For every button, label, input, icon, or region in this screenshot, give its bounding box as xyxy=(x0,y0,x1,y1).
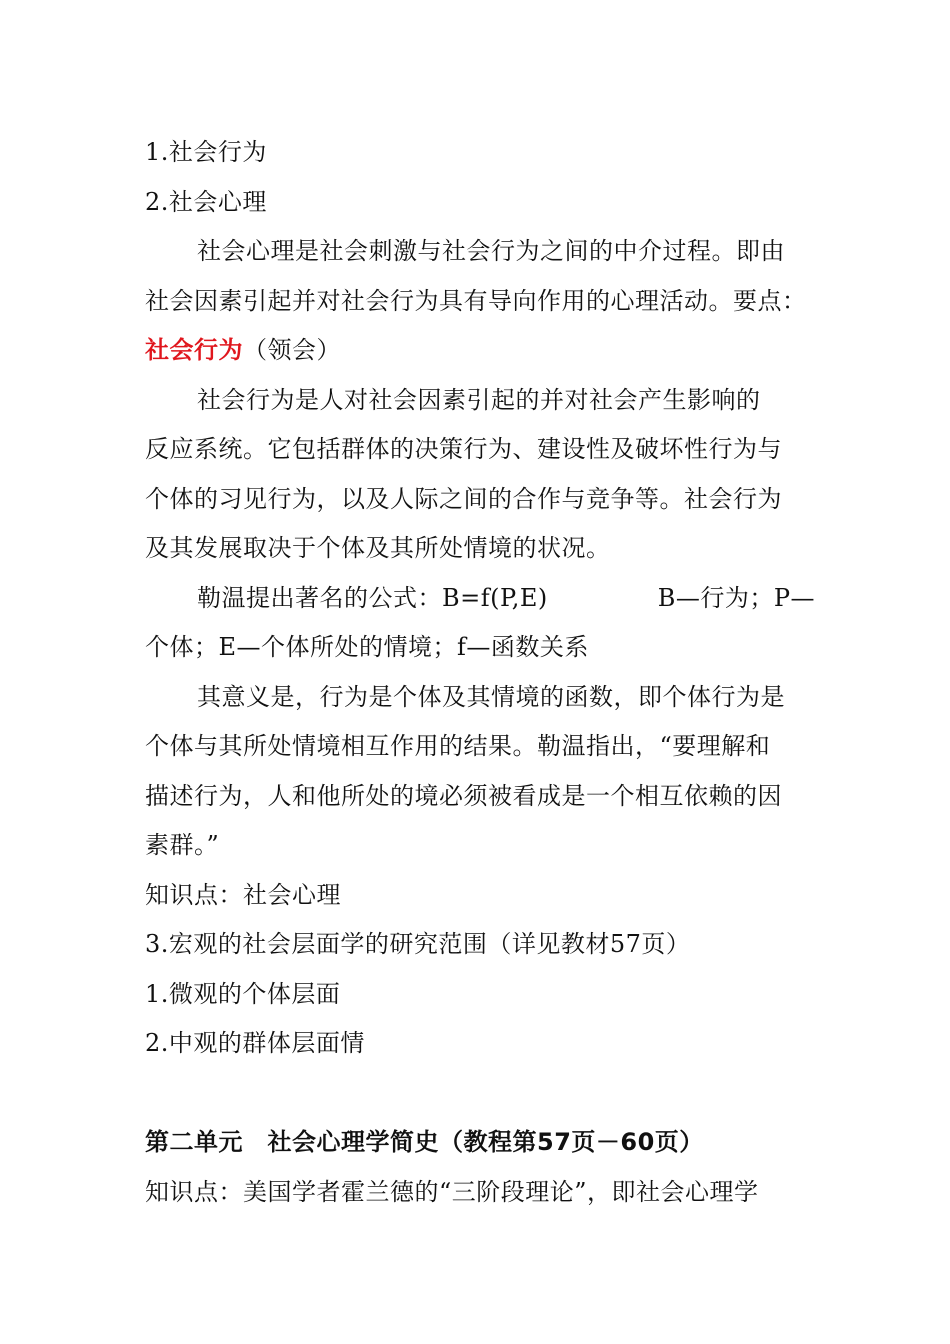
knowledge-point-three-stage-theory: 知识点：美国学者霍兰德的“三阶段理论”，即社会心理学 xyxy=(145,1177,759,1206)
list-item-micro-level: 1.微观的个体层面 xyxy=(145,979,341,1008)
list-item-social-behavior: 1.社会行为 xyxy=(145,138,267,166)
paragraph-social-behavior-line-3: 个体的习见行为，以及人际之间的合作与竞争等。社会行为 xyxy=(145,484,782,513)
list-item-social-psychology: 2.社会心理 xyxy=(145,187,267,216)
paragraph-social-behavior-line-2: 反应系统。它包括群体的决策行为、建设性及破坏性行为与 xyxy=(145,435,782,463)
list-item-macro-level: 3.宏观的社会层面学的研究范围（详见教材57页） xyxy=(145,930,691,958)
paragraph-meaning-line-1: 其意义是，行为是个体及其情境的函数，即个体行为是 xyxy=(197,682,785,711)
list-item-meso-level: 2.中观的群体层面情 xyxy=(145,1029,365,1057)
document-page xyxy=(145,128,815,1217)
paragraph-meaning-line-4: 素群。” xyxy=(145,831,220,859)
paragraph-social-behavior-line-4: 及其发展取决于个体及其所处情境的状况。 xyxy=(145,534,611,562)
paragraph-social-psychology-line-1: 社会心理是社会刺激与社会行为之间的中介过程。即由 xyxy=(197,237,785,265)
heading-social-behavior-keyword: 社会行为 xyxy=(145,336,243,364)
blank-line xyxy=(145,1069,815,1119)
lewin-formula-legend: B—行为；P— xyxy=(657,583,815,612)
knowledge-point-social-psychology: 知识点：社会心理 xyxy=(145,880,341,909)
paragraph-social-behavior-line-1: 社会行为是人对社会因素引起的并对社会产生影响的 xyxy=(197,385,761,414)
paragraph-lewin-formula-line-1 xyxy=(145,574,815,624)
unit-two-heading: 第二单元 社会心理学简史（教程第57页－60页） xyxy=(145,1128,704,1156)
paragraph-lewin-formula-line-2: 个体；E—个体所处的情境；f—函数关系 xyxy=(145,633,589,661)
lewin-formula: 勒温提出著名的公式：B=f(P,E) xyxy=(197,583,548,612)
heading-social-behavior xyxy=(145,326,815,376)
paragraph-meaning-line-2: 个体与其所处情境相互作用的结果。勒温指出，“要理解和 xyxy=(145,732,771,760)
paragraph-social-psychology-line-2: 社会因素引起并对社会行为具有导向作用的心理活动。要点： xyxy=(145,286,807,315)
heading-social-behavior-note: （领会） xyxy=(243,336,341,364)
paragraph-meaning-line-3: 描述行为，人和他所处的境必须被看成是一个相互依赖的因 xyxy=(145,781,782,810)
